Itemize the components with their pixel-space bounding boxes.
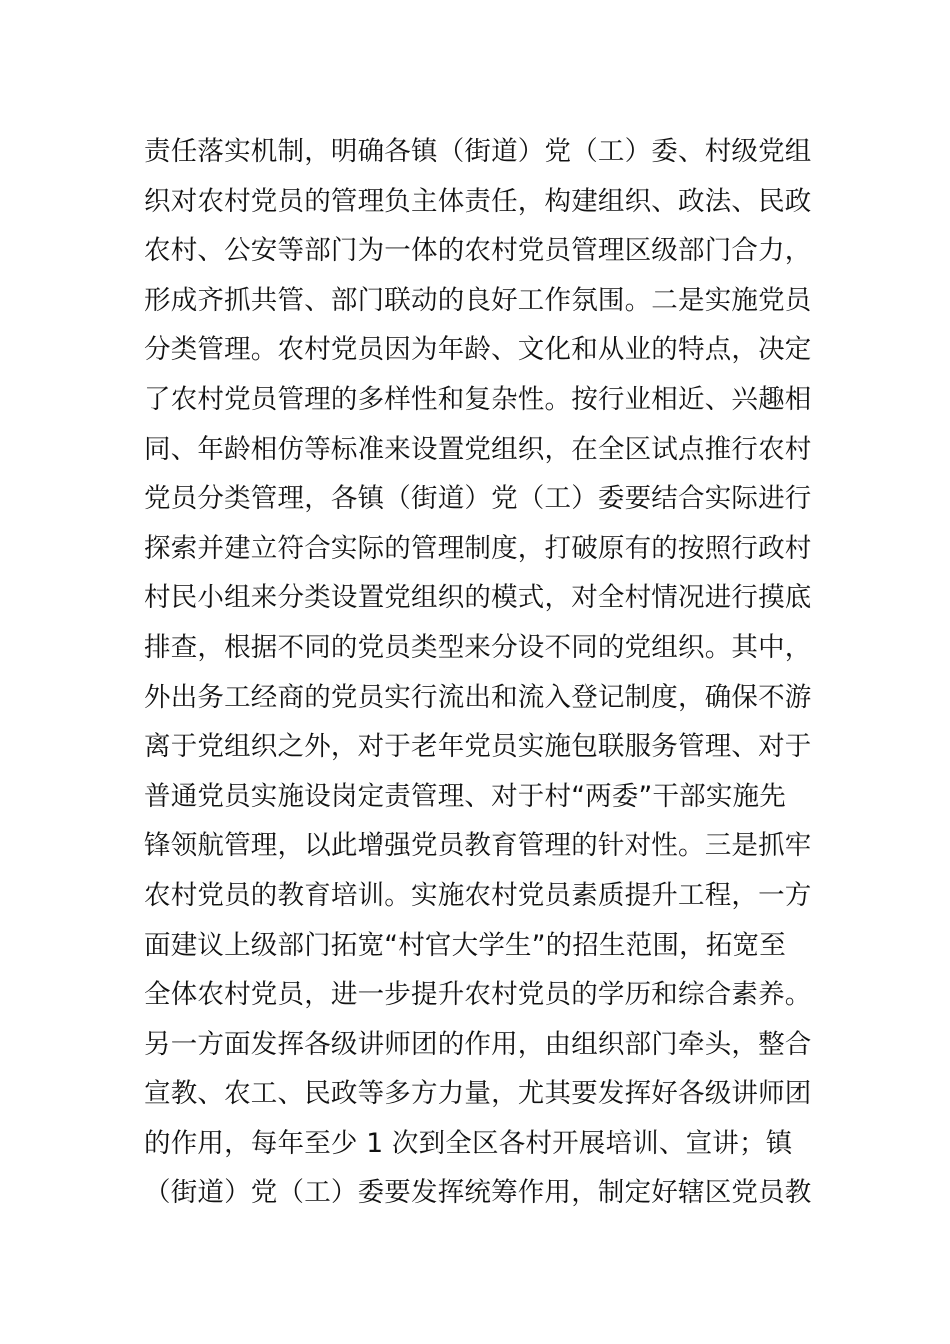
text-line: 探索并建立符合实际的管理制度，打破原有的按照行政村 — [144, 532, 812, 564]
text-line: 离于党组织之外，对于老年党员实施包联服务管理、对于 — [144, 731, 812, 763]
text-line: 村民小组来分类设置党组织的模式，对全村情况进行摸底 — [144, 582, 812, 614]
text-line: 面建议上级部门拓宽“村官大学生”的招生范围，拓宽至 — [144, 929, 786, 961]
text-line: 农村党员的教育培训。实施农村党员素质提升工程，一方 — [144, 879, 812, 911]
text-line: 同、年龄相仿等标准来设置党组织，在全区试点推行农村 — [144, 433, 812, 465]
text-line: 责任落实机制，明确各镇（街道）党（工）委、村级党组 — [144, 136, 812, 167]
text-line: 外出务工经商的党员实行流出和流入登记制度，确保不游 — [144, 681, 812, 713]
text-line: 宣教、农工、民政等多方力量，尤其要发挥好各级讲师团 — [144, 1078, 812, 1110]
text-line: 分类管理。农村党员因为年龄、文化和从业的特点，决定 — [144, 334, 812, 366]
text-line: 的作用，每年至少 1 次到全区各村开展培训、宣讲；镇 — [144, 1127, 793, 1159]
text-line: 织对农村党员的管理负主体责任，构建组织、政法、民政 — [144, 185, 812, 217]
text-line: 了农村党员管理的多样性和复杂性。按行业相近、兴趣相 — [144, 383, 812, 415]
text-line: 排查，根据不同的党员类型来分设不同的党组织。其中， — [144, 631, 812, 663]
text-line: 形成齐抓共管、部门联动的良好工作氛围。二是实施党员 — [144, 284, 812, 316]
text-line: 全体农村党员，进一步提升农村党员的学历和综合素养。 — [144, 979, 812, 1011]
text-line: 另一方面发挥各级讲师团的作用，由组织部门牵头，整合 — [144, 1028, 812, 1060]
text-line: 普通党员实施设岗定责管理、对于村“两委”干部实施先 — [144, 780, 786, 812]
text-line: （街道）党（工）委要发挥统筹作用，制定好辖区党员教 — [144, 1177, 812, 1209]
text-line: 锋领航管理，以此增强党员教育管理的针对性。三是抓牢 — [144, 830, 812, 862]
text-line: 党员分类管理，各镇（街道）党（工）委要结合实际进行 — [144, 483, 812, 515]
text-line: 农村、公安等部门为一体的农村党员管理区级部门合力， — [144, 235, 812, 267]
body-text — [144, 127, 814, 1218]
